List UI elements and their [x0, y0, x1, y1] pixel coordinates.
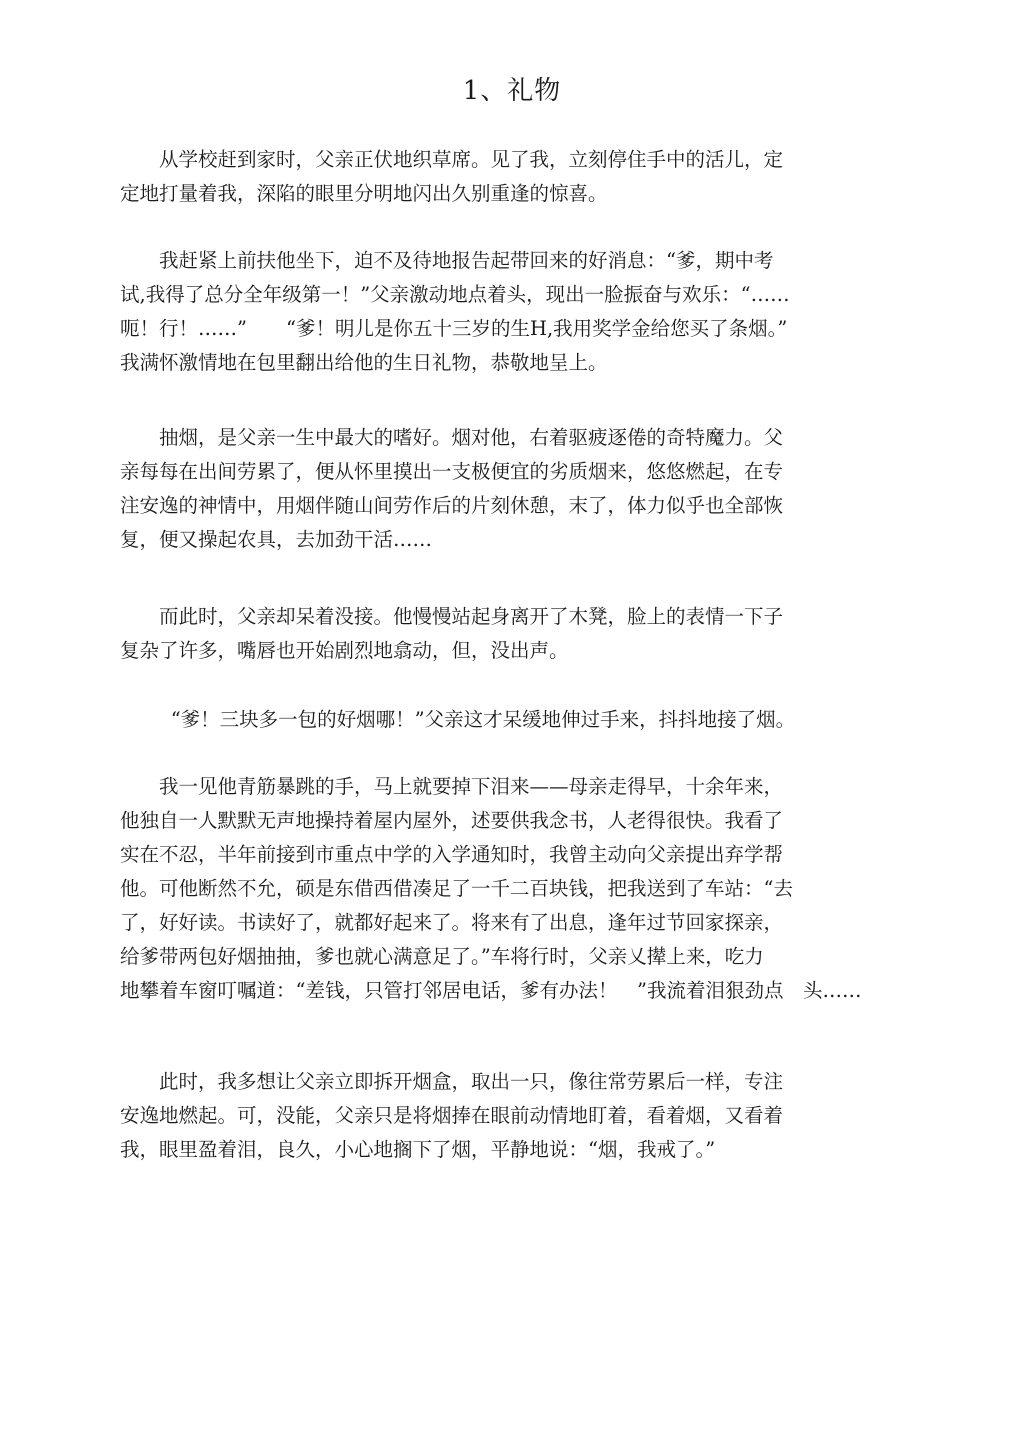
paragraph-1	[120, 143, 840, 211]
paragraph-line: 此时，我多想让父亲立即拆开烟盒，取出一只，像往常劳累后一样，专注	[159, 1070, 784, 1093]
paragraph-6	[120, 770, 862, 1008]
paragraph-5	[120, 703, 840, 737]
paragraph-line: 复杂了许多，嘴唇也开始剧烈地翕动，但，没出声。	[120, 639, 569, 662]
paragraph-line: 安逸地燃起。可，没能，父亲只是将烟捧在眼前动情地盯着，看着烟，又看着	[120, 1104, 784, 1127]
paragraph-line: 呃！行！……” “爹！明儿是你五十三岁的生H,我用奖学金给您买了条烟。”	[120, 317, 788, 340]
paragraph-4	[120, 600, 840, 668]
paragraph-line: 复，便又操起农具，去加劲干活……	[120, 528, 433, 551]
paragraph-line: 他独自一人默默无声地操持着屋内屋外，述要供我念书，人老得很快。我看了	[120, 809, 784, 832]
paragraph-line: 地攀着车窗叮嘱道：“差钱，只管打邻居电话，爹有办法！ ”我流着泪狠劲点 头……	[120, 979, 862, 1002]
paragraph-line: “爹！三块多一包的好烟哪！”父亲这才呆缓地伸过手来，抖抖地接了烟。	[170, 708, 796, 731]
paragraph-line: 试,我得了总分全年级第一！”父亲激动地点着头，现出一脸振奋与欢乐：“……	[120, 283, 790, 306]
paragraph-line: 我一见他青筋暴跳的手，马上就要掉下泪来——母亲走得早，十余年来，	[159, 775, 784, 798]
page-title: 1、礼物	[462, 76, 562, 106]
paragraph-line: 我，眼里盈着泪，良久，小心地搁下了烟，平静地说：“烟，我戒了。”	[120, 1138, 716, 1161]
paragraph-line: 定地打量着我，深陷的眼里分明地闪出久别重逢的惊喜。	[120, 182, 608, 205]
paragraph-line: 给爹带两包好烟抽抽，爹也就心满意足了。”车将行时，父亲乂撵上来，吃力	[120, 945, 764, 968]
paragraph-line: 抽烟，是父亲一生中最大的嗜好。烟对他，右着驱疲逐倦的奇特魔力。父	[159, 426, 784, 449]
paragraph-line: 我赶紧上前扶他坐下，迫不及待地报告起带回来的好消息：“爹，期中考	[159, 249, 774, 272]
paragraph-line: 而此时，父亲却呆着没接。他慢慢站起身离开了木凳，脸上的表情一下子	[159, 605, 784, 628]
paragraph-3	[120, 421, 840, 557]
paragraph-line: 我满怀激情地在包里翻出给他的生日礼物，恭敬地呈上。	[120, 351, 608, 374]
paragraph-line: 实在不忍，半年前接到市重点中学的入学通知时，我曾主动向父亲提出弃学帮	[120, 843, 784, 866]
paragraph-line: 从学校赶到家时，父亲正伏地织草席。见了我，立刻停住手中的活儿，定	[159, 148, 784, 171]
paragraph-line: 亲每每在出间劳累了，便从怀里摸出一支极便宜的劣质烟来，悠悠燃起，在专	[120, 460, 784, 483]
paragraph-line: 注安逸的神情中，用烟伴随山间劳作后的片刻休憩，末了，体力似乎也全部恢	[120, 494, 784, 517]
paragraph-line: 他。可他断然不允，硕是东借西借凑足了一千二百块钱，把我送到了车站：“去	[120, 877, 793, 900]
paragraph-2	[120, 244, 840, 380]
paragraph-7	[120, 1065, 840, 1167]
paragraph-line: 了，好好读。书读好了，就都好起来了。将来有了出息，逢年过节回家探亲，	[120, 911, 784, 934]
